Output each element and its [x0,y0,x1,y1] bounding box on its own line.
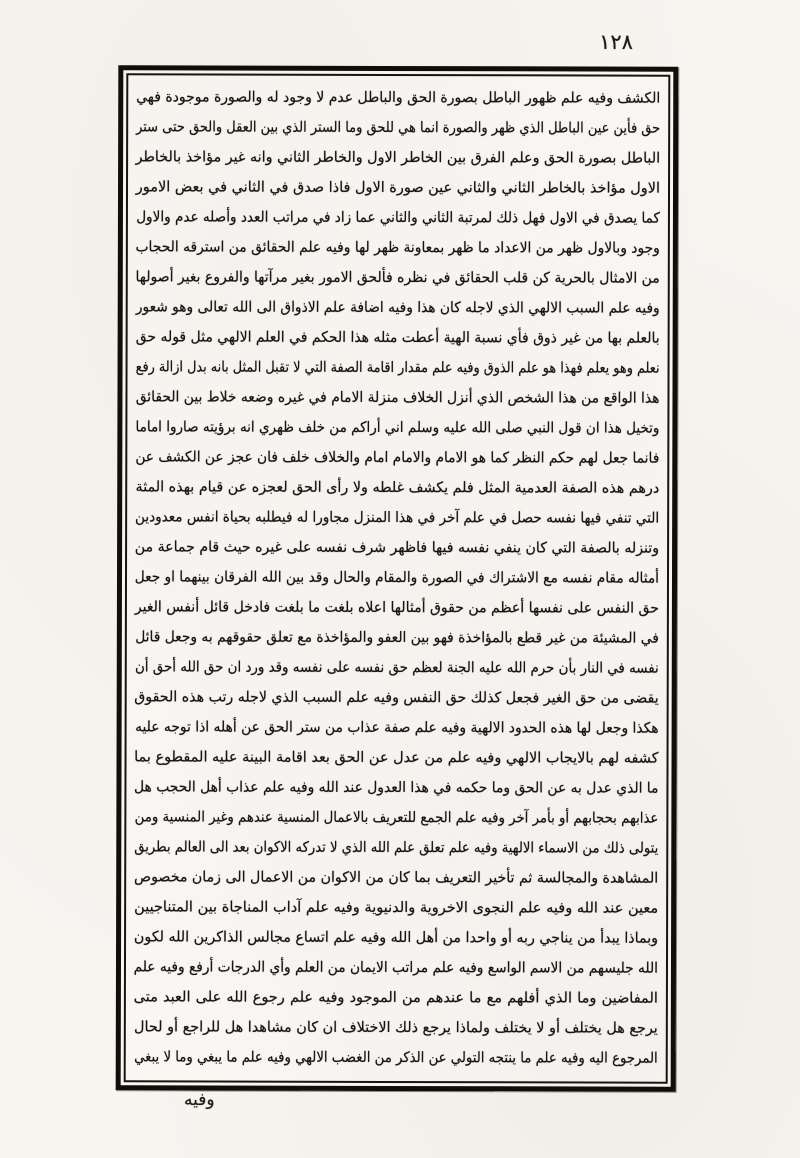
page-number: ١٢٨ [599,30,633,54]
text-frame-inner [124,73,671,1083]
text-line: الكشف وفيه علم ظهور الباطل بصورة الحق والباطل عدم لا وجود له والصورة موجودة فهي [136,89,661,107]
text-line: نعلم وهو يعلم فهذا هو علم الذوق وفيه علم مقدار اقامة الصفة التي لا تقبل المثل بانه بدل ازالة رفع [135,359,660,377]
text-line: المشاهدة والمجالسة ثم تأخير التعريف بما كان من الاكوان من الاعمال الى زمان مخصوص [133,869,659,887]
text-line: الله جليسهم من الاسم الواسع وفيه علم مراتب الايمان من العلم وأي الدرجات أرفع وفيه علم [133,959,659,977]
text-line: يقضى من حق الغير فجعل كذلك حق النفس وفيه علم السبب الذي لاجله رتب هذه الحقوق [134,689,659,707]
text-line: من الامثال بالحرية كن قلب الحقائق في نظره فألحق الامور بغير مرآتها والفروع بغير أصولها [135,269,660,287]
text-line: الاول مؤاخذ بالخاطر الثاني والثاني عين صورة الاول فاذا صدق في الثاني في بعض الامور [135,179,661,197]
text-line: بالعلم بها من غير ذوق فأي نسبة الهية أعطت مثله هذا الحكم في العلم الالهي مثل قوله حق [135,329,660,347]
text-line: أمثاله مقام نفسه مع الاشتراك في الصورة والمقام والحال وقد بين الله الفرقان بينهما او جعل [134,569,660,587]
text-frame-outer [116,65,679,1091]
text-line: نفسه في النار بأن حرم الله عليه الجنة لعظم حق نفسه على نفسه وقد ورد ان حق الله أحق أن [134,659,659,677]
text-line: في المشيئة من غير قطع بالمؤاخذة فهو بين العفو والمؤاخذة مع تعلق حقوقهم به وجعل قائل [135,629,659,647]
text-line: معين عند الله وفيه علم النجوى الاخروية والدنيوية وفيه علم آداب المناجاة بين المتناجيين [134,899,659,917]
text-line: هذا الواقع من هذا الشخص الذي أنزل الخلاف منزلة الامام في غيره وضعه خلاط بين الحقائق [135,389,660,407]
text-block [134,82,661,1073]
text-line: كما يصدق في الاول فهل ذلك لمرتبة الثاني والثاني عما زاد في مراتب العدد وأصله عدم والاول [136,209,660,227]
text-line: حق فأين عين الباطل الذي ظهر والصورة انما هي للحق وما الستر الذي بين العقل والحق حتى ستر [136,119,661,137]
text-line: يرجع هل يختلف أو لا يختلف ولماذا يرجع ذلك الاختلاف ان كان مشاهدا هل للراجع أو لحال [134,1019,658,1037]
catchword: وفيه [184,1090,215,1110]
text-line: عذابهم بحجابهم أو بأمر آخر وفيه علم الجمع للتعريف بالاعمال المنسية عندهم وغير المنسية ومن [134,809,659,827]
text-line: حق النفس على نفسها أعظم من حقوق أمثالها اعلاه بلغت ما بلغت فادخل قائل أنفس الغير [134,599,659,617]
text-line: التي تنفي فيها نفسه حصل في علم آخر في هذا المنزل مجاورا له فيطلبه بحياة انفس معدودين [134,509,660,527]
text-line: ما الذي عدل به عن الحق وما حكمه في هذا العدول عند الله وفيه علم عذاب أهل الحجب هل [134,779,659,797]
text-line: كشفه لهم بالايجاب الالهي وفيه علم من عدل عن الحق بعد اقامة البينة عليه المقطوع بما [134,749,659,767]
text-line: المرجوع اليه وفيه علم ما ينتجه التولي عن الذكر من الغضب الالهي وفيه علم ما يبغي وما لا يبغي [134,1049,658,1067]
text-line: هكذا وجعل لها هذه الحدود الالهية وفيه علم صفة عذاب من ستر الحق عن أهله اذا توجه عليه [135,719,659,737]
text-line: درهم هذه الصفة العدمية المثل فلم يكشف غلطه ولا رأى الحق لعجزه عن قيام بهذه المثة [135,479,660,497]
text-line: وبماذا يبدأ من يناجي ربه أو واحدا من أهل الله وفيه علم اتساع مجالس الذاكرين الله لكون [133,929,659,947]
text-line: فانما جعل لهم حكم النظر كما هو الامام والامام امام والخلاف خلف فان عجز عن الكشف عن [135,449,660,467]
text-line: وفيه علم السبب الالهي الذي لاجله كان هذا وفيه اضافة علم الاذواق الى الله تعالى وهو شعور [135,299,660,317]
text-line: يتولى ذلك من الاسماء الالهية وفيه علم تعلق علم الله الذي لا تدركه الاكوان بعد الى العالم بطريق [134,839,659,857]
text-line: المفاضين وما الذي أفلهم مع ما عندهم من الموجود وفيه علم رجوع الله على العبد متى [133,989,658,1007]
text-line: الباطل بصورة الحق وعلم الفرق بين الخاطر الاول والخاطر الثاني وانه غير مؤاخذ بالخاطر [135,149,661,167]
text-line: وتنزله بالصفة التي كان ينفي نفسه فيها فاظهر شرف نفسه على غيره حيث قام جماعة من [134,539,660,557]
text-line: وتخيل هذا ان قول النبي صلى الله عليه وسلم اني أراكم من خلف ظهري انه برؤيته صاروا اماما [135,419,660,437]
text-line: وجود وبالاول ظهر من الاعداد ما ظهر بمعاونة ظهر لها وفيه علم الحقائق من استرقه الحجاب [135,239,660,257]
